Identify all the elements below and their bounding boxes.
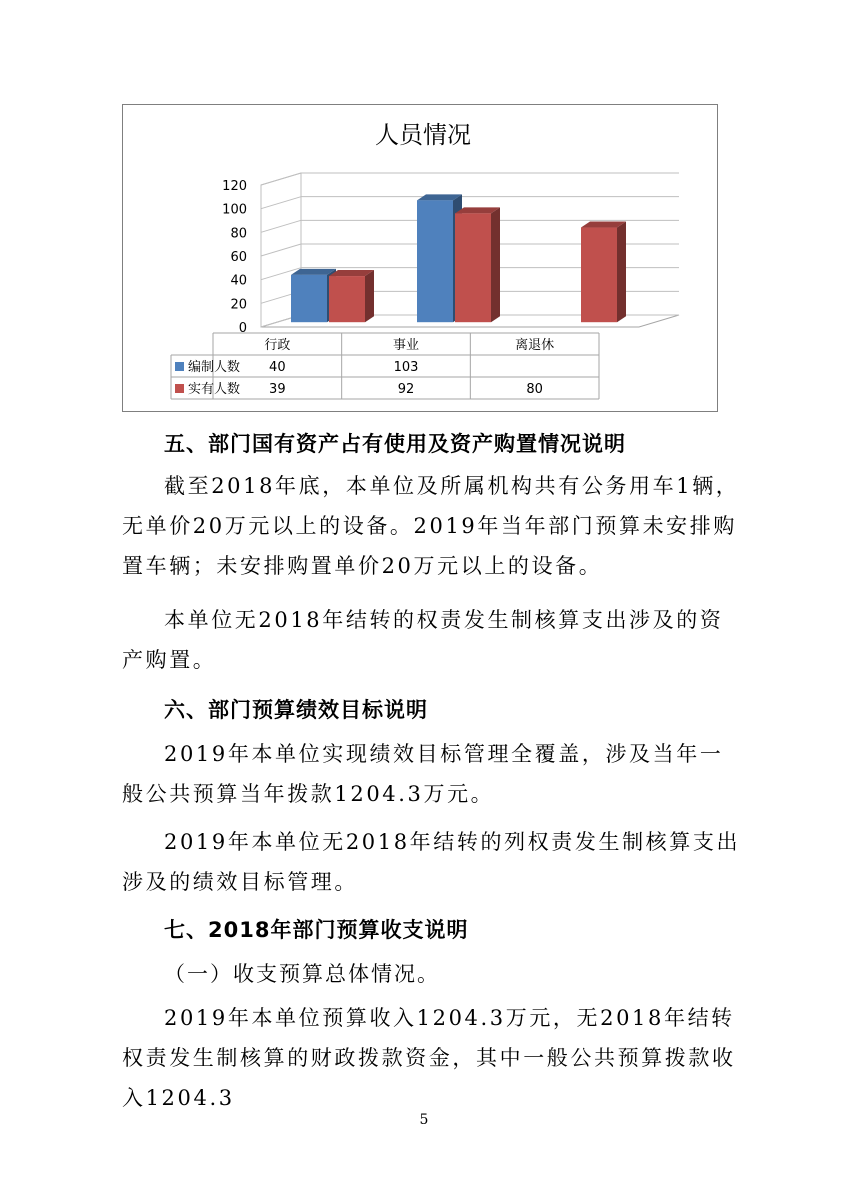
section-6-title: 六、部门预算绩效目标说明	[164, 698, 428, 722]
section-7-title: 七、2018年部门预算收支说明	[164, 918, 469, 942]
data-label: 40	[269, 360, 286, 375]
page-number: 5	[419, 1112, 429, 1128]
chart-svg	[123, 105, 719, 413]
bar-编制人数-事业	[417, 200, 453, 322]
y-tick-label: 100	[222, 202, 247, 218]
bar-side	[617, 222, 626, 323]
data-label: 39	[269, 382, 286, 397]
section-6-paragraph-2: 2019年本单位无2018年结转的列权责发生制核算支出涉及的绩效目标管理。	[122, 830, 741, 894]
bar-实有人数-事业	[455, 213, 491, 322]
section-7-subheading-1: （一）收支预算总体情况。	[164, 962, 440, 986]
personnel-chart	[122, 104, 718, 412]
section-6-paragraph-1: 2019年本单位实现绩效目标管理全覆盖，涉及当年一般公共预算当年拨款1204.3万元。	[122, 742, 724, 806]
section-7-paragraph-1: 2019年本单位预算收入1204.3万元，无2018年结转权责发生制核算的财政拨款资金，其中一般公共预算拨款收入1204.3	[122, 1006, 736, 1110]
y-tick-label: 0	[238, 321, 247, 336]
x-category-label: 行政	[264, 338, 291, 353]
data-label: 92	[397, 382, 415, 397]
bar-实有人数-行政	[329, 276, 365, 322]
y-tick-label: 60	[230, 250, 247, 265]
chart-title: 人员情况	[375, 121, 471, 149]
section-5-title: 五、部门国有资产占有使用及资产购置情况说明	[164, 432, 626, 456]
y-tick-label: 40	[230, 273, 247, 289]
section-5-paragraph-2: 本单位无2018年结转的权责发生制核算支出涉及的资产购置。	[122, 608, 724, 672]
x-category-label: 事业	[392, 338, 420, 353]
legend-label: 实有人数	[188, 382, 241, 397]
legend-swatch	[175, 384, 184, 393]
y-tick-label: 120	[222, 179, 247, 194]
bar-side	[491, 207, 500, 322]
data-label: 80	[526, 382, 543, 397]
legend-label: 编制人数	[188, 360, 241, 375]
legend-swatch	[175, 362, 184, 371]
section-5-paragraph-1: 截至2018年底，本单位及所属机构共有公务用车1辆，无单价20万元以上的设备。2019年当年部门预算未安排购置车辆；未安排购置单价20万元以上的设备。	[122, 474, 740, 578]
data-label: 103	[393, 360, 419, 375]
y-tick-label: 80	[230, 226, 247, 242]
bar-编制人数-行政	[291, 275, 327, 322]
y-tick-label: 20	[230, 297, 247, 313]
bar-实有人数-离退休	[581, 228, 617, 323]
x-category-label: 离退休	[515, 338, 555, 353]
bar-side	[365, 270, 374, 322]
